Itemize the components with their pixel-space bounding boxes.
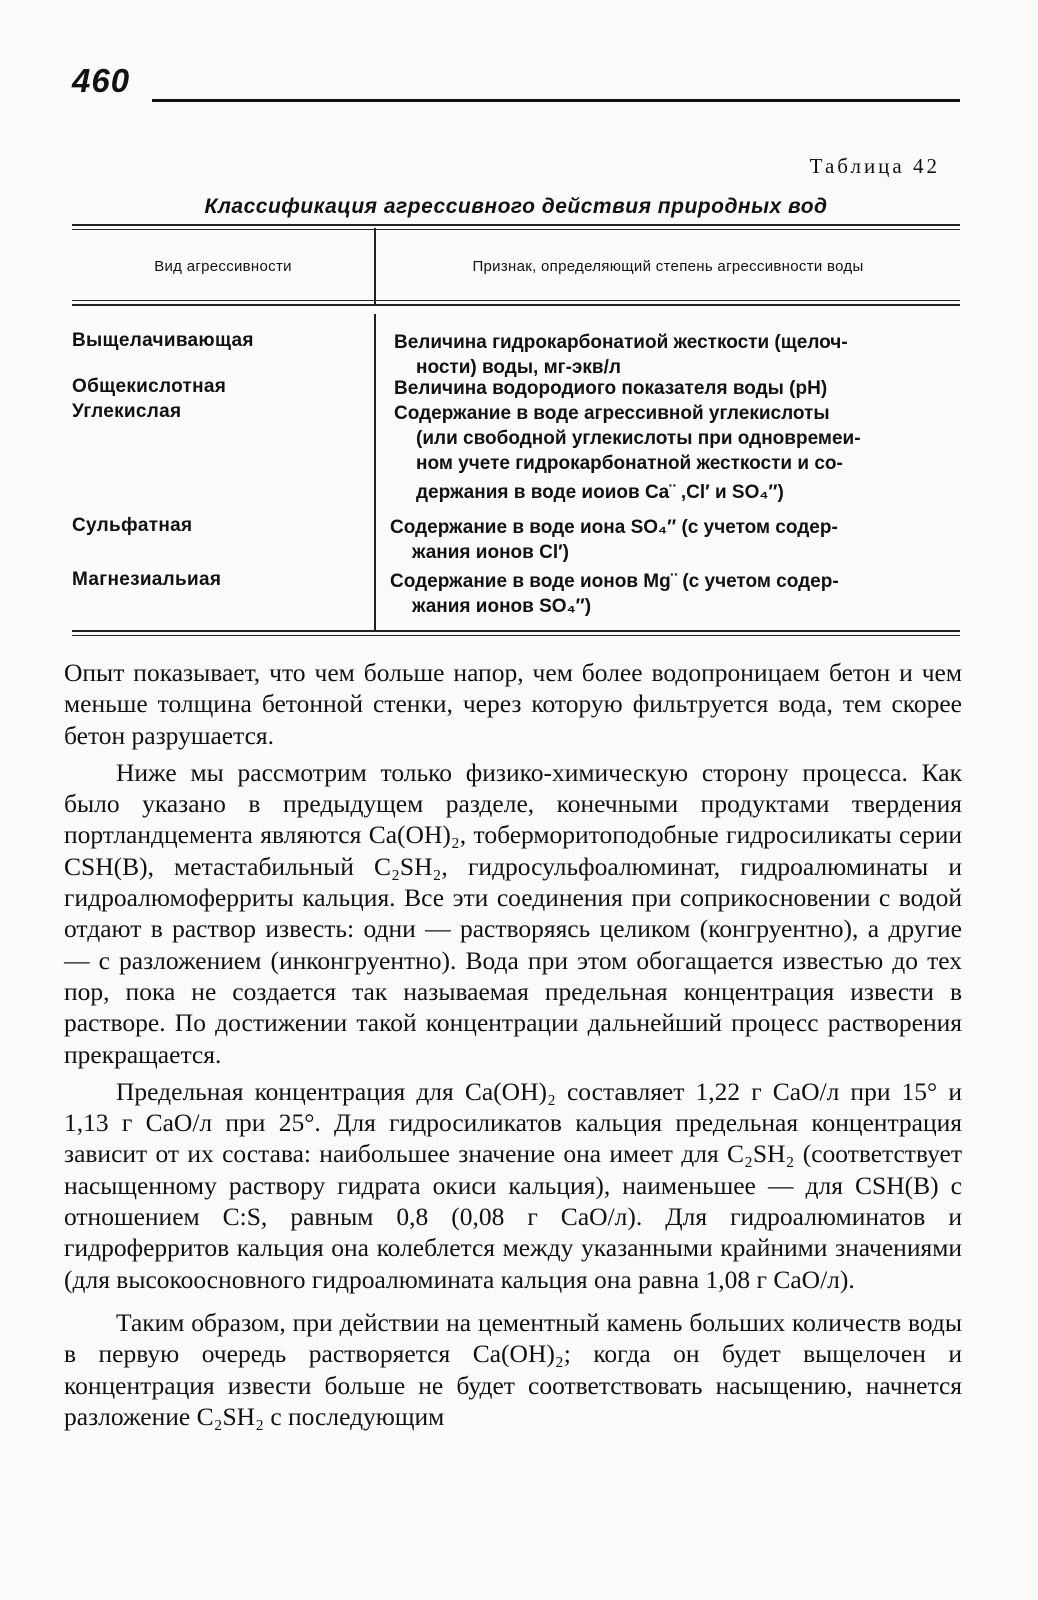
paragraph: Таким образом, при действии на цементный камень больших количеств воды в первую очередь растворяется Ca(OH)₂; когда он будет выщелочен и концентрация извести больше не будет соответствовать насыщению, начнется разложение C₂SH₂ с последующим [64, 1307, 962, 1431]
table-row-sign [394, 330, 960, 380]
classification-table [72, 224, 960, 640]
sign-line: Содержание в воде иона SO₄″ (с учетом содер- [390, 517, 838, 538]
table-top-rule [72, 224, 960, 226]
header-rule [152, 99, 960, 102]
sign-line: жания ионов Cl′) [412, 542, 570, 563]
table-column-divider [374, 314, 376, 630]
sign-line: Величина водородиого показателя воды (pH) [394, 378, 828, 399]
paragraph: Предельная концентрация для Ca(OH)₂ составляет 1,22 г CaO/л при 15° и 1,13 г CaO/л при 25°. Для гидросиликатов кальция предельная концентрация зависит от их состава: наибольшее значение она имеет для C₂SH₂ (соответствует насыщенному раствору гидрата окиси кальция), наименьшее — для CSH(B) с отношением C:S, равным 0,8 (0,08 г CaO/л). Для гидроалюминатов и гидроферритов кальция она колеблется между указанными крайними значениями (для высокоосновного гидроалюмината кальция она равна 1,08 г CaO/л). [64, 1076, 962, 1294]
body-text [64, 657, 962, 1432]
sign-line: ном учете гидрокарбонатной жесткости и со- [416, 453, 843, 474]
table-row-kind: Выщелачивающая [72, 330, 254, 351]
page-header [72, 62, 960, 112]
page-number: 460 [72, 62, 131, 99]
table-bottom-rule-thin [72, 635, 960, 636]
table-row-kind: Общекислотная [72, 376, 227, 397]
table-bottom-rule [72, 630, 960, 632]
table-row-sign [390, 569, 956, 619]
header-bottom-rule [72, 300, 960, 301]
header-bottom-rule-thick [72, 304, 960, 306]
table-row-kind: Сульфатная [72, 515, 193, 536]
sign-line: Содержание в воде агрессивной углекислоты [394, 403, 830, 424]
table-row-kind: Углекислая [72, 401, 182, 422]
paragraph: Опыт показывает, что чем больше напор, чем более водопроницаем бетон и чем меньше толщина бетонной стенки, через которую фильтруется вода, тем скорее бетон разрушается. [64, 658, 962, 750]
sign-line: держания в воде иоиов Ca¨ ,Cl′ и SO₄″) [416, 482, 784, 503]
table-row-sign [390, 515, 956, 565]
sign-line: ности) воды, мг-экв/л [416, 357, 621, 378]
table-title: Классификация агрессивного действия природных вод [204, 195, 828, 218]
table-top-rule-thin [72, 229, 960, 230]
table-caption: Таблица 42 [809, 154, 940, 178]
table-row-sign [394, 401, 960, 505]
sign-line: жания ионов SO₄″) [412, 596, 592, 617]
sign-line: Содержание в воде ионов Mg¨ (с учетом содер- [390, 571, 839, 592]
table-row-kind: Магнезиальиая [72, 569, 222, 590]
paragraph: Ниже мы рассмотрим только физико-химическую сторону процесса. Как было указано в предыдущем разделе, конечными продуктами твердения портландцемента являются Ca(OH)₂, тоберморитоподобные гидросиликаты серии CSH(B), метастабильный C₂SH₂, гидросульфоалюминат, гидроалюминаты и гидроалюмоферриты кальция. Все эти соединения при соприкосновении с водой отдают в раствор известь: одни — растворяясь целиком (конгруентно), а другие — с разложением (инконгруентно). Вода при этом обогащается известью до тех пор, пока не создается так называемая предельная концентрация извести в растворе. По достижении такой концентрации дальнейший процесс растворения прекращается. [64, 757, 962, 1069]
column-header-kind: Вид агрессивности [154, 258, 292, 275]
sign-line: Величина гидрокарбонатиой жесткости (щелоч- [394, 332, 848, 353]
column-header-sign: Признак, определяющий степень агрессивности воды [472, 258, 864, 275]
table-row-sign [394, 376, 960, 401]
sign-line: (или свободной углекислоты при одновремеи- [416, 428, 861, 449]
